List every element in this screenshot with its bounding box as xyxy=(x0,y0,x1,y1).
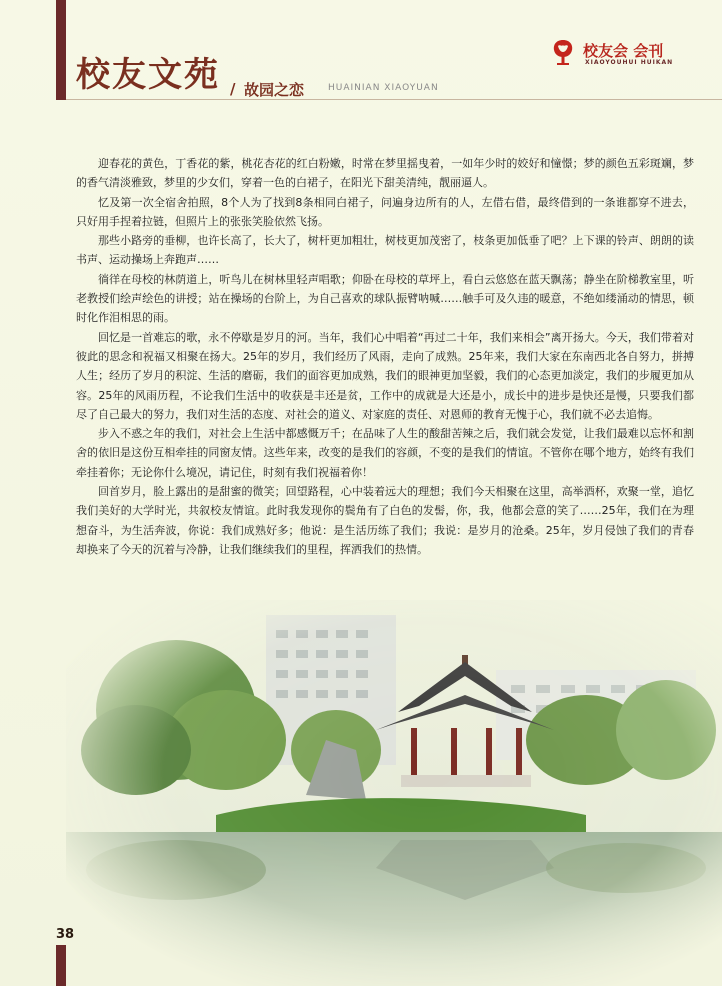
campus-pavilion-photo xyxy=(66,600,722,986)
top-margin-bar xyxy=(56,0,66,100)
logo-pinyin: XIAOYOUHUI HUIKAN xyxy=(585,59,674,66)
paragraph: 步入不惑之年的我们，对社会上生活中都感慨万千；在品味了人生的酸甜苦辣之后，我们就会发觉，让我们最难以忘怀和割舍的依旧是这份互相牵挂的同窗友情。这些年来，改变的是我们的容颜，不变的是我们的情谊。不管你在哪个地方，始终有我们牵挂着你；无论你什么境况，请记住，时刻有我们祝福着你！ xyxy=(76,427,694,479)
paragraph: 那些小路旁的垂柳，也许长高了，长大了，树杆更加粗壮，树枝更加茂密了，枝条更加低垂了吧？上下课的铃声、朗朗的读书声、运动操场上奔跑声…… xyxy=(76,234,694,267)
header-divider xyxy=(66,99,722,100)
bottom-margin-bar xyxy=(56,945,66,986)
alumni-emblem-icon xyxy=(551,38,575,66)
alumni-logo xyxy=(551,38,681,78)
paragraph: 回忆是一首难忘的歌，永不停歇是岁月的河。当年，我们心中唱着“再过二十年，我们来相会”离开扬大。今天，我们带着对彼此的思念和祝福又相聚在扬大。25年的岁月，我们经历了风雨，走向了成熟。25年来，我们大家在东南西北各自努力，拼搏人生；经历了岁月的积淀、生活的磨砺，我们的面容更加成熟，我们的眼神更加坚毅，我们的心态更加淡定，我们的步履更加从容。25年的风雨历程，不论我们生活中的收获是丰还是贫，工作中的成就是大还是小，成长中的进步是快还是慢，只要我们都尽了自己最大的努力，我们对生活的态度、对社会的道义、对家庭的责任、对恩师的教育无愧于心，我们就不必去追悔。 xyxy=(76,330,694,421)
paragraph: 回首岁月，脸上露出的是甜蜜的微笑；回望路程，心中装着远大的理想；我们今天相聚在这里，高举酒杯，欢聚一堂，追忆我们美好的大学时光，共叙校友情谊。此时我发现你的鬓角有了白色的发髻，你，我，他都会意的笑了……25年，我们在为理想奋斗，为生活奔波，你说：我们成熟好多；他说：是生活历练了我们；我说：是岁月的沧桑。25年，岁月侵蚀了我们的青春却换来了今天的沉着与冷静，让我们继续我们的里程，挥洒我们的热情。 xyxy=(76,485,694,556)
paragraph: 徜徉在母校的林荫道上，听鸟儿在树林里轻声唱歌；仰卧在母校的草坪上，看白云悠悠在蓝天飘荡；静坐在阶梯教室里，听老教授们绘声绘色的讲授；站在操场的台阶上，为自己喜欢的球队振臂呐喊……触手可及久违的暖意，不绝如缕涌动的情思，顿时化作泪相思的雨。 xyxy=(76,272,694,325)
page-number: 38 xyxy=(56,927,75,942)
paragraph: 忆及第一次全宿舍拍照，8个人为了找到8条相同白裙子，问遍身边所有的人，左借右借，最终借到的一条谁都穿不进去，只好用手捏着拉链，但照片上的张张笑脸依然飞扬。 xyxy=(76,195,694,228)
section-title: 校友文苑 xyxy=(76,55,220,95)
paragraph: 迎春花的黄色，丁香花的紫，桃花杏花的红白粉嫩，时常在梦里摇曳着，一如年少时的姣好和憧憬；梦的颜色五彩斑斓，梦的香气清淡雅致，梦里的少女们，穿着一色的白裙子，在阳光下甜美清纯，靓丽逼人。 xyxy=(76,157,694,190)
title-slash: / xyxy=(230,80,236,98)
logo-name: 校友会 会刊 xyxy=(583,42,664,60)
article-body xyxy=(76,154,694,559)
section-pinyin: HUAINIAN XIAOYUAN xyxy=(328,83,439,93)
section-subtitle: 故园之恋 xyxy=(244,81,305,99)
